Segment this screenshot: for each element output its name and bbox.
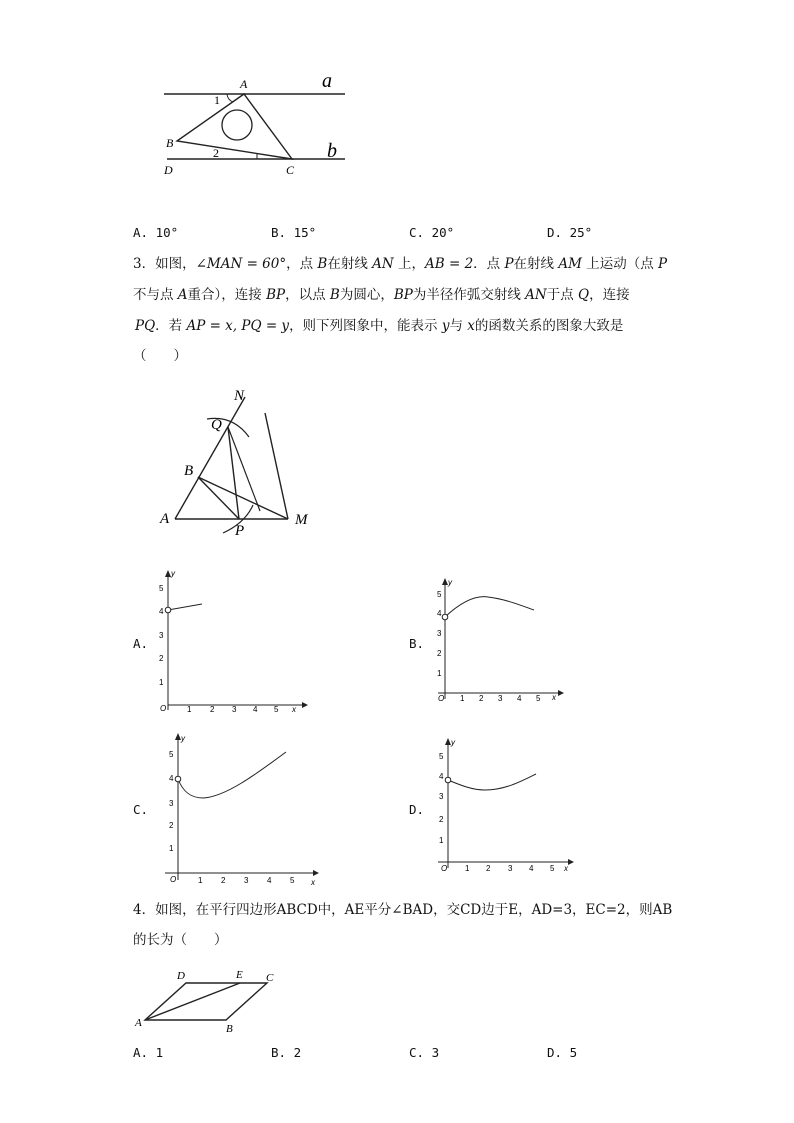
graph-option-b-label[interactable]: B. [409,636,425,651]
y-tick-2: 2 [159,654,164,663]
q4-option-d[interactable]: D. 5 [547,1045,578,1060]
label-B: B [226,1023,233,1035]
y-tick-3: 3 [439,792,444,801]
segment-bm [198,477,288,519]
label-line-b: b [327,140,337,162]
y-tick-5: 5 [159,584,164,593]
x-ticks [187,705,279,714]
y-tick-1: 1 [169,844,174,853]
x-axis-label: x [311,878,315,887]
label-M: M [295,512,308,528]
open-point-c [175,776,181,782]
x-tick-2: 2 [221,876,226,885]
label-A: A [160,511,170,527]
open-point-a [165,607,171,613]
label-line-a: a [322,70,332,92]
y-tick-4: 4 [159,607,164,616]
x-tick-2: 2 [210,705,215,714]
graph-option-d-label[interactable]: D. [409,802,425,817]
q3-line-3: PQ．若 AP = x, PQ = y，则下列图象中，能表示 y与 x的函数关系的图象大致是 [135,318,624,334]
q2-option-c[interactable]: C. 20° [409,225,455,240]
y-tick-2: 2 [437,649,442,658]
x-axis-arrow [558,690,564,696]
label-P: P [235,523,245,538]
x-tick-2: 2 [486,864,491,873]
origin-label: O [160,704,167,713]
open-point-b [442,614,448,620]
x-tick-3: 3 [244,876,249,885]
triangle-abc [177,94,292,159]
curve-a [168,604,202,610]
x-tick-1: 1 [460,694,465,703]
x-tick-4: 4 [267,876,272,885]
x-tick-3: 3 [508,864,513,873]
x-tick-4: 4 [253,705,258,714]
label-D: D [177,970,185,982]
x-tick-5: 5 [290,876,295,885]
y-tick-1: 1 [159,678,164,687]
q4-line-1: 4．如图，在平行四边形ABCD中，AE平分∠BAD，交CD边于E，AD=3，EC=2，则AB [133,902,673,918]
x-axis-arrow [302,702,308,708]
y-axis-label: y [171,569,175,578]
curve-d [448,774,536,790]
figure-angle-man [155,383,325,538]
x-ticks [460,694,541,703]
y-tick-2: 2 [169,821,174,830]
segment-ae [145,983,240,1020]
y-ticks [437,590,442,678]
q4-option-a[interactable]: A. 1 [133,1045,164,1060]
x-tick-1: 1 [187,705,192,714]
y-tick-5: 5 [437,590,442,599]
label-B: B [166,136,174,150]
label-E: E [236,969,243,981]
x-ticks [198,876,295,885]
curve-c [178,752,286,798]
x-axis-label: x [292,705,296,714]
y-tick-3: 3 [169,799,174,808]
y-tick-2: 2 [439,815,444,824]
segment-mx [265,413,288,519]
q3-line-2: 不与点 A重合），连接 BP，以点 B为圆心，BP为半径作弧交射线 AN于点 Q，连接 [133,287,630,303]
x-tick-5: 5 [274,705,279,714]
origin-label: O [441,864,448,873]
curve-b [445,597,534,617]
q2-option-a[interactable]: A. 10° [133,225,179,240]
y-tick-3: 3 [159,631,164,640]
q4-option-b[interactable]: B. 2 [271,1045,302,1060]
segment-bp [198,477,239,519]
label-Q: Q [211,417,222,433]
graph-b [430,575,570,705]
y-tick-5: 5 [169,750,174,759]
x-axis-label: x [564,864,568,873]
angle-1-arc [227,94,233,102]
y-tick-1: 1 [439,836,444,845]
x-tick-4: 4 [517,694,522,703]
origin-label: O [170,875,177,884]
q4-line-2: 的长为（ ） [133,932,228,948]
y-tick-4: 4 [169,774,174,783]
x-tick-3: 3 [232,705,237,714]
q3-answer-paren: （ ） [133,348,187,364]
x-tick-2: 2 [479,694,484,703]
y-tick-4: 4 [437,609,442,618]
y-axis-label: y [181,734,185,743]
label-C: C [266,972,274,984]
x-ticks [465,864,555,873]
label-A: A [135,1017,142,1029]
q4-option-c[interactable]: C. 3 [409,1045,440,1060]
x-tick-1: 1 [198,876,203,885]
x-tick-5: 5 [536,694,541,703]
figure-parallel-lines [155,66,355,181]
origin-label: O [438,694,445,703]
x-axis-arrow [313,870,319,876]
q3-line-1: 3．如图，∠MAN = 60°，点 B在射线 AN 上，AB = 2．点 P在射线 AM 上运动（点 P [133,256,668,272]
figure-parallelogram [130,965,280,1035]
x-tick-1: 1 [465,864,470,873]
q2-option-b[interactable]: B. 15° [271,225,317,240]
graph-a [150,565,310,715]
graph-option-a-label[interactable]: A. [133,636,149,651]
y-ticks [439,752,444,845]
y-tick-4: 4 [439,772,444,781]
y-tick-1: 1 [437,669,442,678]
y-ticks [159,584,164,687]
y-tick-3: 3 [437,629,442,638]
label-C: C [286,163,295,177]
q2-option-d[interactable]: D. 25° [547,225,593,240]
parallelogram-abcd [145,983,267,1020]
x-axis-arrow [568,859,574,865]
graph-option-c-label[interactable]: C. [133,802,149,817]
x-tick-3: 3 [498,694,503,703]
y-axis-label: y [451,738,455,747]
x-tick-4: 4 [529,864,534,873]
label-D: D [164,163,173,177]
x-tick-5: 5 [550,864,555,873]
x-axis-label: x [552,693,556,702]
ray-an [175,397,245,519]
label-angle-2: 2 [213,146,219,160]
y-tick-5: 5 [439,752,444,761]
graph-d [430,735,580,875]
label-A: A [240,77,248,91]
y-ticks [169,750,174,853]
open-point-d [445,777,451,783]
label-angle-1: 1 [214,93,220,107]
inscribed-circle [222,110,252,140]
graph-c [155,730,325,890]
y-axis-label: y [448,578,452,587]
label-B: B [184,463,194,479]
label-N: N [234,388,245,404]
